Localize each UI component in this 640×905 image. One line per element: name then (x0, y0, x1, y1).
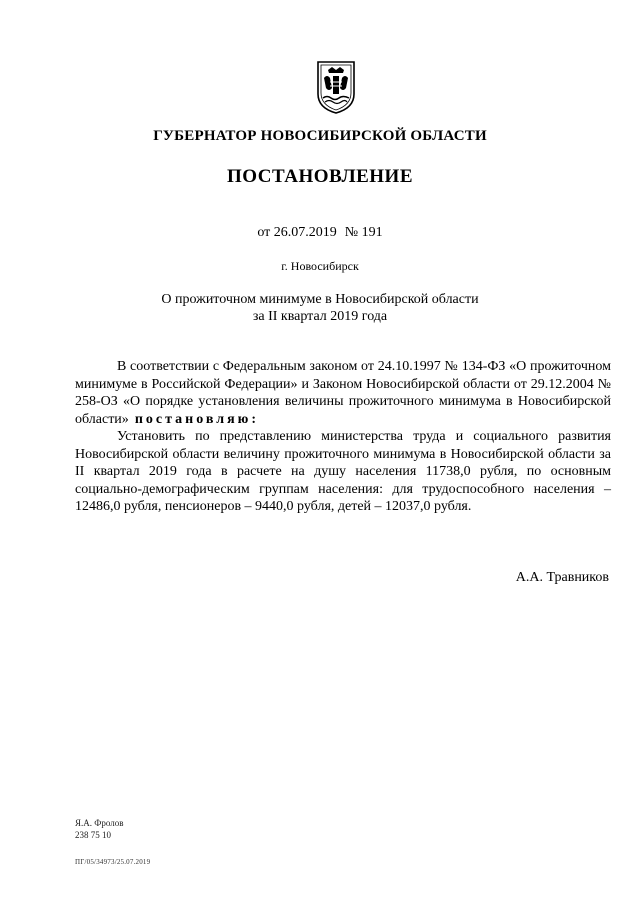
document-body (75, 358, 611, 516)
document-number: № 191 (344, 225, 383, 240)
date-number-line (0, 225, 640, 241)
issuer-title: ГУБЕРНАТОР НОВОСИБИРСКОЙ ОБЛАСТИ (153, 128, 487, 144)
resolution-paragraph: Установить по представлению министерства труда и социального развития Новосибирской области величину прожиточного минимума в Новосибирской области за II квартал 2019 года в расчете на душу населения 11738,0 рубля, по основным социально-демографическим группам населения: для трудоспособного населения – 12486,0 рубля, пенсионеров – 9440,0 рубля, детей – 12037,0 рубля. (75, 429, 611, 514)
executor-phone: 238 75 10 (75, 830, 111, 840)
city: г. Новосибирск (281, 259, 359, 273)
subject-line-2: за II квартал 2019 года (252, 309, 388, 324)
document-type: ПОСТАНОВЛЕНИЕ (226, 166, 414, 187)
signatory-name: А.А. Травников (515, 570, 609, 585)
document-date: от 26.07.2019 (257, 225, 337, 240)
decree-word: постановляю: (134, 411, 260, 427)
document-subject (0, 291, 640, 325)
executor-name: Я.А. Фролов (75, 818, 124, 828)
subject-line-1: О прожиточном минимуме в Новосибирской области (161, 292, 479, 307)
registration-number: ПГ/05/34973/25.07.2019 (75, 858, 151, 866)
preamble-text: В соответствии с Федеральным законом от 24.10.1997 № 134-ФЗ «О прожиточном минимуме в Российской Федерации» и Законом Новосибирской области от 29.12.2004 № 258-ОЗ «О порядке установления величины прожиточного минимума в Новосибирской области» (75, 359, 611, 427)
novosibirsk-coat-of-arms-icon (314, 58, 358, 116)
executor-block (75, 817, 124, 841)
preamble-paragraph (75, 358, 611, 428)
